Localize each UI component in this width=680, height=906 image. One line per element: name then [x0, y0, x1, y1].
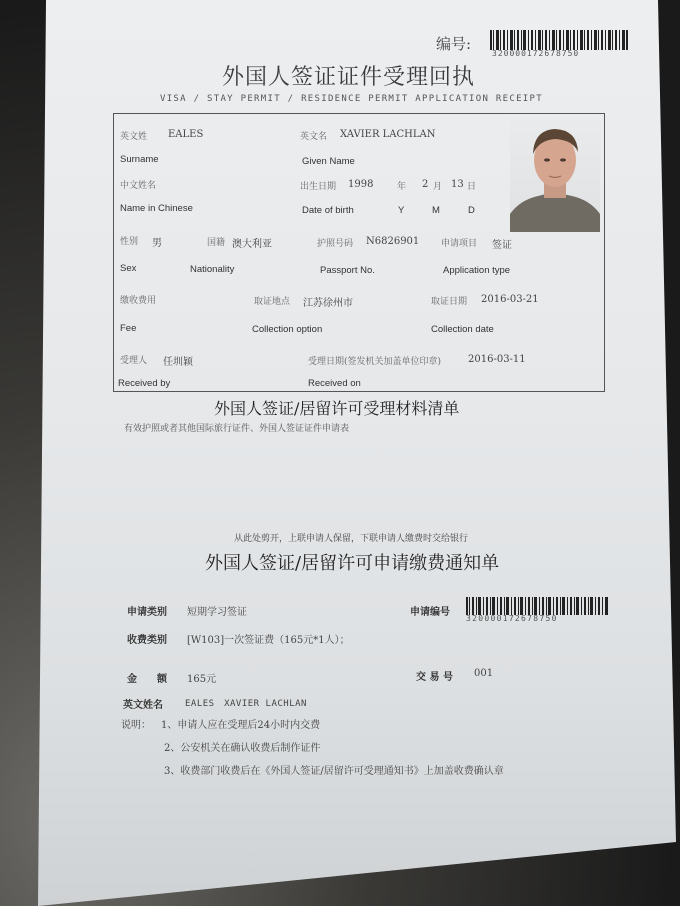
- fee-cn-label: 缴收费用: [120, 296, 157, 306]
- app-no-label: 申请编号: [410, 607, 450, 618]
- payment-title: 外国人签证/居留许可申请缴费通知单: [205, 553, 500, 574]
- given-name-cn-label: 英文名: [300, 132, 328, 142]
- received-on-en-label: Received on: [308, 378, 361, 389]
- sex-en-label: Sex: [120, 263, 137, 274]
- nationality-cn-label: 国籍: [207, 238, 226, 248]
- notes-label: 说明：: [121, 720, 151, 731]
- nationality-en-label: Nationality: [190, 264, 235, 275]
- sex-cn-label: 性别: [120, 237, 139, 247]
- dob-cn-label: 出生日期: [300, 182, 337, 192]
- fee-category-value: [W103]一次签证费（165元*1人）；: [187, 635, 350, 646]
- app-type-en-label: Application type: [443, 265, 511, 276]
- chinese-name-cn-label: 中文姓名: [120, 181, 157, 191]
- dob-year-value: 1998: [348, 179, 374, 190]
- note-3: 3、收费部门收费后在《外国人签证/居留许可受理通知书》上加盖收费确认章: [164, 766, 504, 777]
- passport-en-label: Passport No.: [320, 265, 375, 276]
- sex-value: 男: [152, 238, 162, 249]
- dob-d-label: D: [468, 205, 475, 216]
- fee-category-label: 收费类别: [127, 635, 167, 646]
- surname-cn-label: 英文姓: [120, 132, 148, 142]
- english-name-value: EALES XAVIER LACHLAN: [185, 699, 307, 709]
- materials-items: 有效护照或者其他国际旅行证件、外国人签证证件申请表: [124, 424, 350, 434]
- collection-option-value: 江苏徐州市: [303, 298, 353, 309]
- dob-month-unit: 月: [433, 182, 443, 192]
- received-on-cn-label: 受理日期(签发机关加盖单位印章): [308, 357, 442, 367]
- english-name-label: 英文姓名: [123, 700, 163, 711]
- given-name-value: XAVIER LACHLAN: [340, 129, 436, 140]
- trade-no-value: 001: [474, 668, 494, 679]
- collection-option-cn-label: 取证地点: [254, 297, 291, 307]
- receipt-title: 外国人签证证件受理回执: [222, 65, 476, 90]
- received-on-value: 2016-03-11: [468, 354, 526, 365]
- fee-en-label: Fee: [120, 323, 137, 334]
- collection-option-en-label: Collection option: [252, 324, 323, 335]
- nationality-value: 澳大利亚: [232, 239, 272, 250]
- collection-date-en-label: Collection date: [431, 324, 494, 335]
- portrait-icon: [510, 118, 600, 232]
- surname-en-label: Surname: [120, 154, 159, 165]
- receipt-subtitle: VISA / STAY PERMIT / RESIDENCE PERMIT APPLICATION RECEIPT: [160, 94, 543, 104]
- chinese-name-en-label: Name in Chinese: [120, 203, 193, 214]
- note-2: 2、公安机关在确认收费后制作证件: [164, 743, 321, 754]
- cut-here-note: 从此处剪开，上联申请人保留，下联申请人缴费时交给银行: [234, 534, 469, 544]
- received-by-en-label: Received by: [118, 378, 171, 389]
- collection-date-cn-label: 取证日期: [431, 297, 468, 307]
- surname-value: EALES: [168, 129, 204, 140]
- dob-day-value: 13: [451, 179, 464, 190]
- app-type-cn-label: 申请项目: [441, 239, 478, 249]
- dob-year-unit: 年: [397, 182, 407, 192]
- serial-label: 编号:: [436, 35, 472, 53]
- category-value: 短期学习签证: [187, 607, 247, 618]
- app-type-value: 签证: [492, 240, 512, 251]
- dob-m-label: M: [432, 205, 440, 216]
- amount-value: 165元: [187, 674, 217, 685]
- received-by-cn-label: 受理人: [120, 356, 148, 366]
- applicant-photo: [510, 118, 600, 232]
- dob-day-unit: 日: [467, 182, 477, 192]
- payment-serial-number: 320000172678750: [466, 614, 558, 623]
- materials-title: 外国人签证/居留许可受理材料清单: [214, 399, 460, 418]
- note-1: 1、申请人应在受理后24小时内交费: [161, 720, 321, 731]
- given-name-en-label: Given Name: [302, 156, 355, 167]
- passport-value: N6826901: [366, 236, 420, 247]
- category-label: 申请类别: [127, 607, 167, 618]
- amount-label: 金 额: [127, 674, 167, 685]
- top-serial-number: 320000172678750: [492, 49, 580, 58]
- dob-month-value: 2: [422, 179, 429, 190]
- dob-en-label: Date of birth: [302, 205, 354, 216]
- dob-y-label: Y: [398, 205, 405, 216]
- received-by-value: 任圳颖: [163, 357, 193, 368]
- passport-cn-label: 护照号码: [317, 239, 354, 249]
- collection-date-value: 2016-03-21: [481, 294, 539, 305]
- trade-no-label: 交 易 号: [416, 672, 453, 683]
